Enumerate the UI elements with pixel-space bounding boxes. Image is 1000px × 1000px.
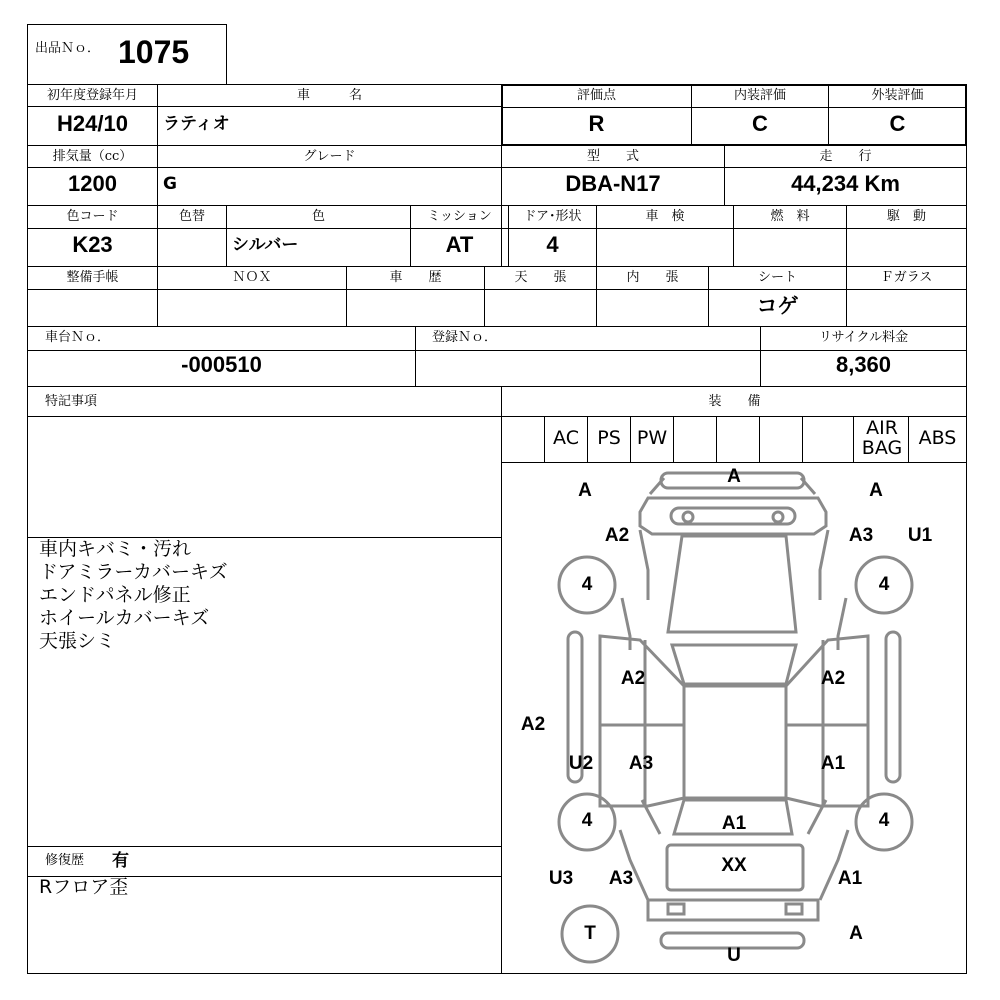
front-glass-label: Ｆガラス [880,270,933,285]
mark-spare-tire: T [584,923,596,944]
model-label: 型 式 [586,149,639,164]
interior-trim-label: 内 張 [626,270,679,285]
note-line: エンドパネル修正 [39,584,191,606]
repaint-label: 色替 [178,209,205,224]
model-value: DBA-N17 [565,171,661,196]
registration-date-label: 初年度登録年月 [46,88,138,103]
mark-right-front-wheel: 4 [878,574,890,595]
mileage-value: 44,234 Km [791,171,900,196]
vehicle-history-label: 車 歴 [389,270,442,285]
equipment-ps: PS [597,427,621,449]
recycle-fee-label: リサイクル料金 [818,330,909,345]
score-label: 評価点 [576,88,616,103]
car-name-label: 車 名 [296,88,362,103]
inspection-label: 車 検 [645,209,685,224]
notes-label: 特記事項 [45,394,98,409]
exterior-grade-label: 外装評価 [871,88,924,103]
equipment-airbag: AIR BAG [861,417,903,459]
nox-label: ＮＯＸ [232,270,272,285]
note-line: ホイールカバーキズ [39,607,210,629]
mark-front-right-corner: A [869,480,883,501]
chassis-value: -000510 [181,352,262,377]
note-line: 天張シミ [39,630,116,652]
fuel-label: 燃 料 [770,209,810,224]
displacement-label: 排気量（cc） [52,149,133,164]
mark-right-rear-door: A1 [820,753,846,774]
mark-rear-bumper: U [727,945,741,966]
mark-rear-glass: A1 [721,813,747,834]
registration-date-value: H24/10 [57,111,128,136]
mark-left-front-door: A2 [620,668,646,689]
mark-left-rear-wheel: 4 [581,810,593,831]
mission-label: ミッション [427,209,492,224]
doors-label: ドア･形状 [523,209,582,224]
displacement-value: 1200 [68,171,117,196]
registration-no-label: 登録Ｎｏ． [432,330,498,345]
mark-right-rear-wheel: 4 [878,810,890,831]
color-code-value: K23 [72,232,113,257]
exterior-grade-value: C [889,111,906,136]
note-line: ドアミラーカバーキズ [39,561,228,583]
mark-front-left-corner: A [578,480,592,501]
chassis-label: 車台Ｎｏ． [45,330,111,345]
mission-value: AT [445,232,474,257]
mark-left-front-fender: A2 [604,525,630,546]
color-value: シルバー [232,235,299,255]
car-name-value: ラティオ [163,114,230,134]
mark-front-bumper: A [727,466,741,487]
mark-rear-right-corner: A [849,923,863,944]
mileage-label: 走 行 [819,149,872,164]
equipment-pw: PW [636,427,668,449]
equipment-abs: ABS [918,427,957,449]
mark-right-quarter: A1 [837,868,863,889]
interior-grade-label: 内装評価 [733,88,786,103]
note-line: 車内キバミ・汚れ [39,538,192,560]
color-code-label: 色コード [66,209,119,224]
headliner-label: 天 張 [514,270,567,285]
mark-trunk: XX [721,855,747,876]
mark-left-quarter-a: U3 [548,868,574,889]
grade-label: グレード [303,149,356,164]
service-book-label: 整備手帳 [66,270,119,285]
mark-left-quarter-b: A3 [608,868,634,889]
interior-grade-value: C [752,111,768,136]
mark-right-front-door: A2 [820,668,846,689]
lot-number: 1075 [118,34,190,70]
equipment-label: 装 備 [708,394,761,409]
repair-note: Rフロア歪 [39,876,129,898]
seat-value: コゲ [756,294,799,318]
mark-right-front-fender: A3 [848,525,874,546]
mark-right-headlight: U1 [907,525,933,546]
seat-label: シート [757,270,797,285]
mark-left-side-sill: A2 [520,714,546,735]
grade-value: G [163,174,177,194]
repair-history-value: 有 [112,851,129,871]
recycle-fee-value: 8,360 [835,352,892,377]
mark-left-rear-door-a: U2 [568,753,594,774]
score-value: R [588,111,605,136]
doors-value: 4 [546,232,559,257]
mark-left-front-wheel: 4 [581,574,593,595]
color-label: 色 [311,209,325,224]
mark-left-rear-door-b: A3 [628,753,654,774]
lot-label: 出品Ｎｏ． [35,41,101,56]
equipment-ac: AC [553,427,579,449]
repair-history-label: 修復歴 [45,853,85,868]
drive-label: 駆 動 [886,209,926,224]
